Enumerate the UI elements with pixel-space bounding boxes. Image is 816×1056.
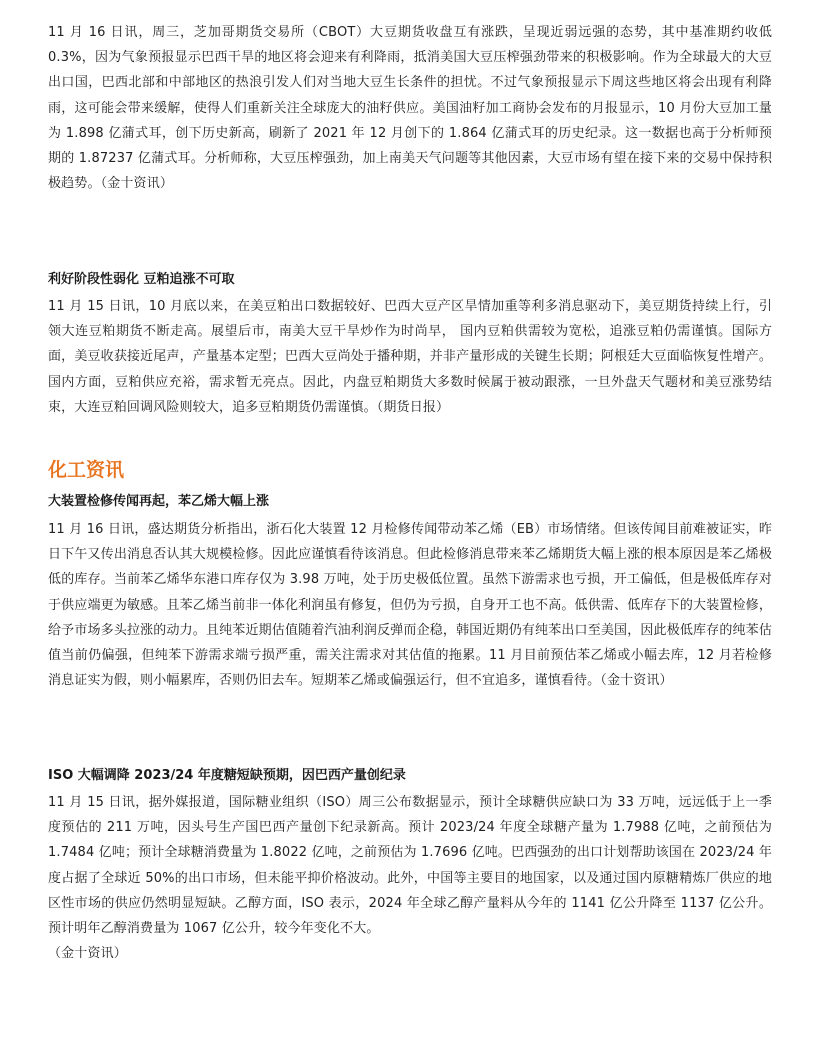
chem-article-1 — [48, 492, 772, 693]
sugar-article — [48, 766, 772, 966]
soy-article-2-text: 11 月 15 日讯，10 月底以来，在美豆粕出口数据较好、巴西大豆产区旱情加重等利多消息驱动下，美豆期货持续上行，引领大连豆粕期货不断走高。展望后市，南美大豆干旱炒作为时尚早， 国内豆粕供需较为宽松，追涨豆粕仍需谨慎。国际方面，美豆收获接近尾声，产量基本定型；巴西大豆尚处于播种期，并非产量形成的关键生长期；阿根廷大豆面临恢复性增产。国内方面，豆粕供应充裕，需求暂无亮点。因此，内盘豆粕期货大多数时候属于被动跟涨，一旦外盘天气题材和美豆涨势结束，大连豆粕回调风险则较大，追多豆粕期货仍需谨慎。（期货日报） — [48, 299, 772, 415]
section-title: 化工资讯 — [48, 459, 125, 481]
soy-article-2 — [48, 270, 772, 420]
sugar-article-source: （金十资讯） — [48, 946, 127, 962]
chem-article-1-text: 11 月 16 日讯，盛达期货分析指出，浙石化大装置 12 月检修传闻带动苯乙烯（EB）市场情绪。但该传闻目前难被证实，昨日下午又传出消息否认其大规模检修。因此应谨慎看待该消息。但此检修消息带来苯乙烯期货大幅上涨的根本原因是苯乙烯极低的库存。当前苯乙烯华东港口库存仅为 3.98 万吨，处于历史极低位置。虽然下游需求也亏损，开工偏低，但是极低库存对于供应端更为敏感。且苯乙烯当前非一体化利润虽有修复，但仍为亏损，自身开工也不高。低供需、低库存下的大装置检修，给予市场多头拉涨的动力。且纯苯近期估值随着汽油利润反弹而企稳，韩国近期仍有纯苯出口至美国，因此极低库存的纯苯估值当前仍偏强，但纯苯下游需求端亏损严重，需关注需求对其估值的拖累。11 月目前预估苯乙烯或小幅去库，12 月若检修消息证实为假，则小幅累库，否则仍旧去车。短期苯乙烯或偏强运行，但不宜追多，谨慎看待。（金十资讯） — [48, 522, 772, 689]
soy-article-1-text: 11 月 16 日讯，周三，芝加哥期货交易所（CBOT）大豆期货收盘互有涨跌，呈现近弱远强的态势，其中基准期约收低 0.3%，因为气象预报显示巴西干旱的地区将会迎来有利降雨，抵消美国大豆压榨强劲带来的积极影响。作为全球最大的大豆出口国，巴西北部和中部地区的热浪引发人们对当地大豆生长条件的担忧。不过气象预报显示下周这些地区将会出现有利降雨，这可能会带来缓解，使得人们重新关注全球庞大的油籽供应。美国油籽加工商协会发布的月报显示，10 月份大豆加工量为 1.898 亿蒲式耳，创下历史新高，刷新了 2021 年 12 月创下的 1.864 亿蒲式耳的历史纪录。这一数据也高于分析师预期的 1.87237 亿蒲式耳。分析师称，大豆压榨强劲，加上南美天气问题等其他因素，大豆市场有望在接下来的交易中保持积极趋势。（金十资讯） — [48, 25, 772, 192]
sugar-article-text: 11 月 15 日讯，据外媒报道，国际糖业组织（ISO）周三公布数据显示，预计全球糖供应缺口为 33 万吨，远远低于上一季度预估的 211 万吨，因头号生产国巴西产量创下纪录新高。预计 2023/24 年度全球糖产量为 1.7988 亿吨，之前预估为 1.7484 亿吨；预计全球糖消费量为 1.8022 亿吨，之前预估为 1.7696 亿吨。巴西强劲的出口计划帮助该国在 2023/24 年度占据了全球近 50%的出口市场，但未能平抑价格波动。此外，中国等主要目的地国家，以及通过国内原糖精炼厂供应的地区性市场的供应仍然明显短缺。乙醇方面，ISO 表示，2024 年全球乙醇产量料从今年的 1141 亿公升降至 1137 亿公升。预计明年乙醇消费量为 1067 亿公升，较今年变化不大。 — [48, 795, 772, 937]
sugar-article-heading: ISO 大幅调降 2023/24 年度糖短缺预期，因巴西产量创纪录 — [48, 768, 406, 783]
chem-section — [48, 457, 772, 483]
soy-article-2-heading: 利好阶段性弱化 豆粕追涨不可取 — [48, 272, 235, 287]
soy-article-1 — [48, 20, 772, 196]
chem-article-1-heading: 大装置检修传闻再起，苯乙烯大幅上涨 — [48, 494, 270, 509]
